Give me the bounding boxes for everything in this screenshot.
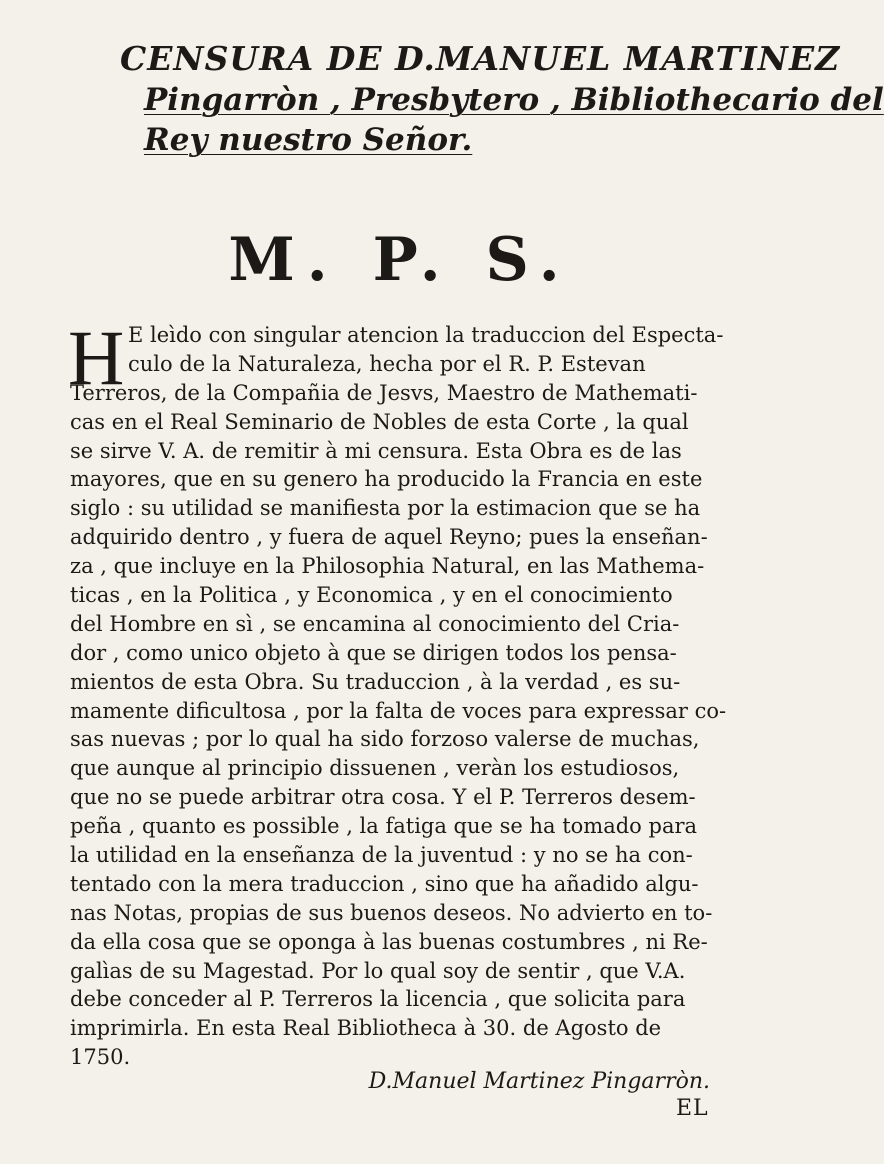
body-line: del Hombre en sì , se encamina al conocimiento del Cria- bbox=[70, 611, 680, 636]
body-line: za , que incluye en la Philosophia Natural, en las Mathema- bbox=[70, 554, 705, 579]
body-line: culo de la Naturaleza, hecha por el R. P. Estevan bbox=[128, 351, 646, 376]
body-line: se sirve V. A. de remitir à mi censura. Esta Obra es de las bbox=[70, 438, 682, 463]
heading-line-1: CENSURA DE D.MANUEL MARTINEZ bbox=[120, 39, 841, 78]
body-line: dor , como unico objeto à que se dirigen todos los pensa- bbox=[70, 640, 677, 665]
body-line: que aunque al principio dissuenen , veràn los estudiosos, bbox=[70, 756, 680, 781]
heading-line-2: Pingarròn , Presbytero , Bibliothecario del bbox=[144, 82, 884, 118]
drop-cap: H bbox=[68, 314, 125, 401]
body-line: E leìdo con singular atencion la traduccion del Especta- bbox=[128, 323, 724, 347]
body-line: mientos de esta Obra. Su traduccion , à la verdad , es su- bbox=[70, 669, 681, 694]
body-line: galìas de su Magestad. Por lo qual soy de sentir , que V.A. bbox=[70, 958, 686, 983]
heading-line-3: Rey nuestro Señor. bbox=[144, 122, 473, 158]
body-line: tentado con la mera traduccion , sino que ha añadido algu- bbox=[70, 871, 699, 896]
body-line: siglo : su utilidad se manifiesta por la estimacion que se ha bbox=[70, 496, 701, 521]
body-line: nas Notas, propias de sus buenos deseos. No advierto en to- bbox=[70, 900, 713, 925]
body-line: que no se puede arbitrar otra cosa. Y el P. Terreros desem- bbox=[70, 785, 696, 810]
censura-heading bbox=[120, 38, 884, 160]
body-line: la utilidad en la enseñanza de la juventud : y no se ha con- bbox=[70, 843, 693, 868]
body-line: imprimirla. En esta Real Bibliotheca à 30. de Agosto de bbox=[70, 1016, 662, 1041]
body-line: mayores, que en su genero ha producido la Francia en este bbox=[70, 467, 703, 492]
body-line: 1750. bbox=[70, 1045, 131, 1070]
salutation: M. P. S. bbox=[228, 225, 572, 295]
signature: D.Manuel Martinez Pingarròn. bbox=[368, 1069, 710, 1094]
body-line: Terreros, de la Compañia de Jesvs, Maestro de Mathemati- bbox=[70, 380, 698, 405]
body-line: ticas , en la Politica , y Economica , y en el conocimiento bbox=[70, 583, 673, 608]
body-line: mamente dificultosa , por la falta de voces para expressar co- bbox=[70, 698, 727, 723]
body-line: da ella cosa que se oponga à las buenas costumbres , ni Re- bbox=[70, 929, 708, 954]
censura-body bbox=[68, 314, 770, 1072]
body-line: sas nuevas ; por lo qual ha sido forzoso valerse de muchas, bbox=[70, 727, 700, 752]
body-line: cas en el Real Seminario de Nobles de esta Corte , la qual bbox=[70, 409, 689, 434]
body-line: adquirido dentro , y fuera de aquel Reyno; pues la enseñan- bbox=[70, 525, 708, 550]
body-line: debe conceder al P. Terreros la licencia , que solicita para bbox=[70, 987, 686, 1012]
body-line: peña , quanto es possible , la fatiga que se ha tomado para bbox=[70, 814, 698, 839]
catchword: EL bbox=[676, 1096, 709, 1121]
